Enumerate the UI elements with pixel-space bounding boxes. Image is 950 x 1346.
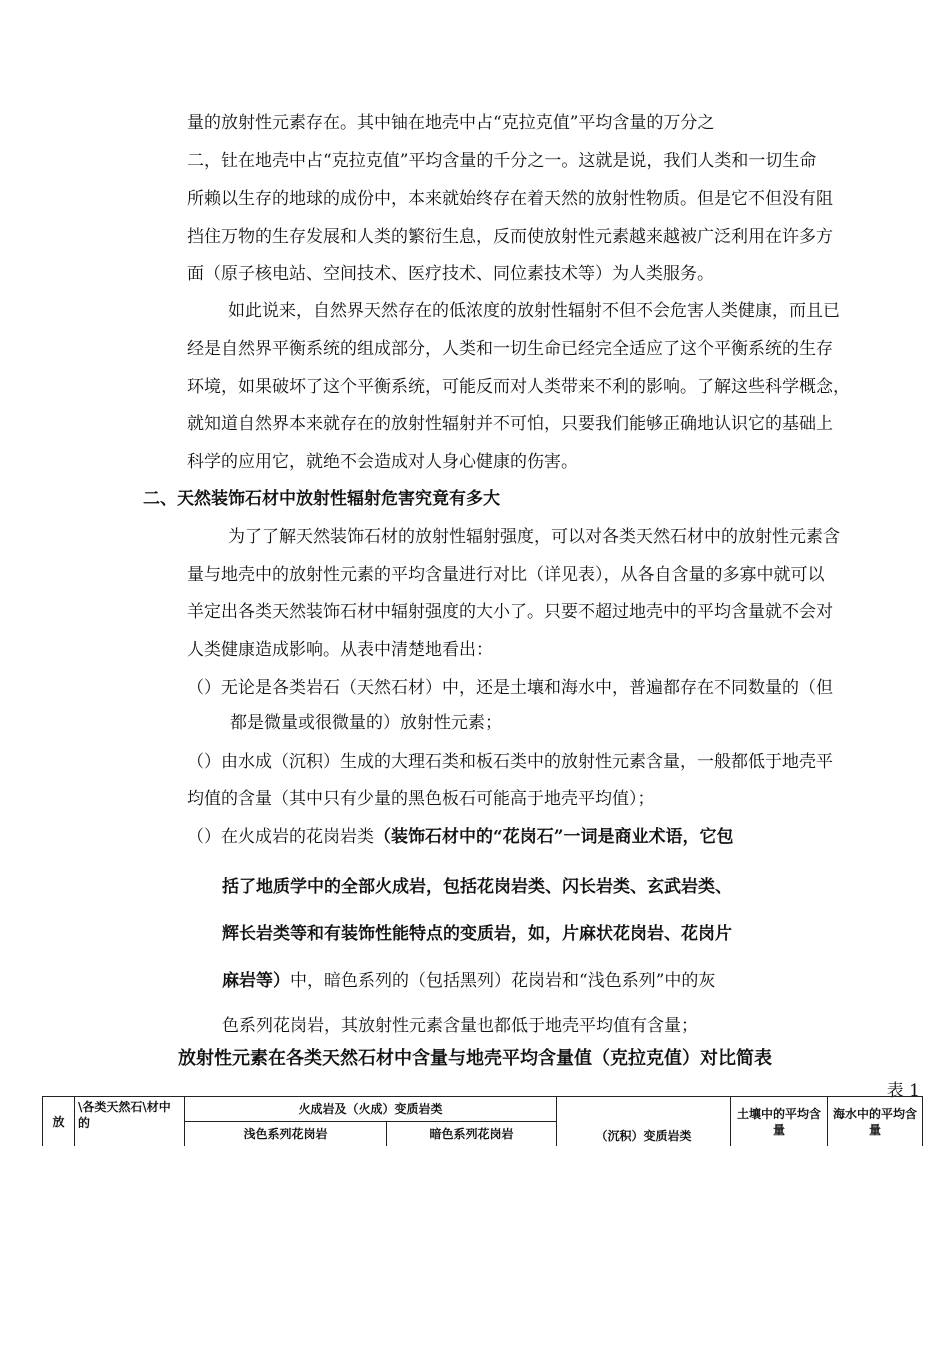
- list-item-3-bold-1: （装饰石材中的“花岗石”一词是商业术语，它包: [374, 827, 734, 847]
- list-item-1-line-2: 都是微量或很微量的）放射性元素；: [230, 713, 502, 733]
- section-heading: 二、天然装饰石材中放射性辐射危害究竟有多大: [143, 489, 500, 509]
- list-item-2-line-1: （）由水成（沉积）生成的大理石类和板石类中的放射性元素含量，一般都低于地壳平: [187, 752, 833, 772]
- page-bottom-blank: [0, 1146, 950, 1346]
- list-item-1-line-1: （）无论是各类岩石（天然石材）中，还是土壤和海水中，普遍都存在不同数量的（但: [187, 678, 833, 698]
- para3-line-3: 羊定出各类天然装饰石材中辐射强度的大小了。只要不超过地壳中的平均含量就不会对: [187, 602, 833, 622]
- table-header-sediment: （沉积）变质岩类: [557, 1097, 731, 1147]
- para2-line-5: 科学的应用它，就绝不会造成对人身心健康的伤害。: [187, 452, 578, 472]
- para3-line-2: 量与地壳中的放射性元素的平均含量进行对比（详见表），从各自含量的多寡中就可以: [187, 565, 825, 585]
- table-header-dark-granite: 暗色系列花岗岩: [387, 1122, 557, 1147]
- list-item-3-rest-a: 中，暗色系列的（包括黑列）花岗岩和“浅色系列”中的灰: [290, 971, 716, 991]
- table-title: 放射性元素在各类天然石材中含量与地壳平均含量值（克拉克值）对比简表: [178, 1048, 772, 1069]
- para2-line-1: 如此说来，自然界天然存在的低浓度的放射性辐射不但不会危害人类健康，而且已: [228, 301, 840, 321]
- list-item-3-bold-2: 括了地质学中的全部火成岩，包括花岗岩类、闪长岩类、玄武岩类、: [222, 877, 732, 897]
- list-item-2-line-2: 均值的含量（其中只有少量的黑色板石可能高于地壳平均值）；: [187, 789, 655, 809]
- para2-line-4: 就知道自然界本来就存在的放射性辐射并不可怕，只要我们能够正确地认识它的基础上: [187, 414, 833, 434]
- list-item-3-line-4: [222, 970, 715, 992]
- table-header-soil: 土壤中的平均含量: [731, 1097, 828, 1147]
- table-header-light-granite: 浅色系列花岗岩: [185, 1122, 387, 1147]
- table-header-igneous: 火成岩及（火成）变质岩类: [185, 1097, 557, 1122]
- list-item-3-bold-4: 麻岩等）: [222, 971, 290, 991]
- para1-line-3: 所赖以生存的地球的成份中，本来就始终存在着天然的放射性物质。但是它不但没有阻: [187, 189, 833, 209]
- para1-line-2: 二，钍在地壳中占“克拉克值”平均含量的千分之一。这就是说，我们人类和一切生命: [187, 151, 817, 171]
- list-item-3-line-1: [187, 826, 734, 848]
- list-item-3-bold-3: 辉长岩类等和有装饰性能特点的变质岩，如，片麻状花岗岩、花岗片: [222, 924, 732, 944]
- para1-line-4: 挡住万物的生存发展和人类的繁衍生息，反而使放射性元素越来越被广泛利用在许多方: [187, 227, 833, 247]
- para3-line-4: 人类健康造成影响。从表中清楚地看出：: [187, 640, 493, 660]
- list-item-3-prefix: （）在火成岩的花岗岩类: [187, 827, 374, 847]
- table-header-col-2: \各类天然石\材中的: [75, 1097, 185, 1147]
- para2-line-2: 经是自然界平衡系统的组成部分，人类和一切生命已经完全适应了这个平衡系统的生存: [187, 339, 833, 359]
- para1-line-5: 面（原子核电站、空间技术、医疗技术、同位素技术等）为人类服务。: [187, 264, 714, 284]
- table-number: 表 1: [886, 1081, 920, 1101]
- table-header-sea: 海水中的平均含量: [828, 1097, 923, 1147]
- table-header-col-1: 放: [43, 1097, 75, 1147]
- para3-line-1: 为了了解天然装饰石材的放射性辐射强度，可以对各类天然石材中的放射性元素含: [228, 527, 840, 547]
- para1-line-1: 量的放射性元素存在。其中铀在地壳中占“克拉克值”平均含量的万分之: [187, 113, 715, 133]
- comparison-table: [42, 1096, 923, 1147]
- list-item-3-rest-b: 色系列花岗岩，其放射性元素含量也都低于地壳平均值有含量；: [222, 1016, 698, 1036]
- para2-line-3: 环境，如果破坏了这个平衡系统，可能反而对人类带来不利的影响。了解这些科学概念，: [187, 377, 850, 397]
